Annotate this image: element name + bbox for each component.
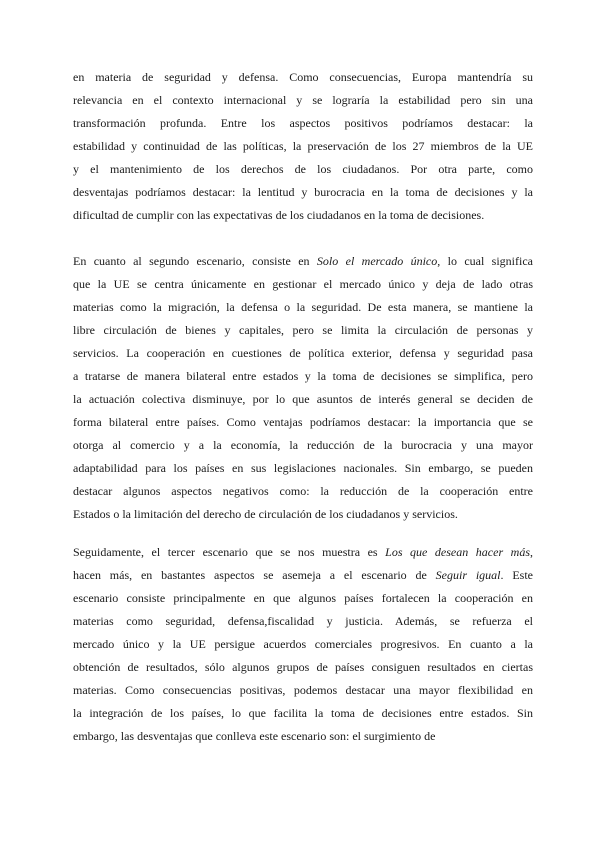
text-line (73, 541, 533, 564)
scenario-title: Los que desean hacer más (385, 545, 530, 559)
text-line: dificultad de cumplir con las expectativas de los ciudadanos en la toma de decisiones. (73, 208, 485, 222)
text-line: adaptabilidad para los países en sus legislaciones nacionales. Sin embargo, se pueden (73, 461, 533, 475)
text-segment: , (530, 545, 533, 559)
text-line: destacar algunos aspectos negativos como: la reducción de la cooperación entre (73, 484, 533, 498)
text-line: materias como la migración, la defensa o la seguridad. De esta manera, se mantiene la (73, 300, 533, 314)
text-line: que la UE se centra únicamente en gestionar el mercado único y deja de lado otras (73, 277, 533, 291)
text-line: a tratarse de manera bilateral entre estados y la toma de decisiones se simplifica, pero (73, 369, 533, 383)
text-line (73, 564, 533, 587)
paragraph-3 (73, 541, 533, 748)
text-line: libre circulación de bienes y capitales, pero se limita la circulación de personas y (73, 323, 533, 337)
paragraph-1 (73, 66, 533, 227)
text-line: mercado único y la UE persigue acuerdos comerciales progresivos. En cuanto a la (73, 637, 533, 651)
text-line (73, 250, 533, 273)
text-line: otorga al comercio y a la economía, la reducción de la burocracia y una mayor (73, 438, 533, 452)
text-line: embargo, las desventajas que conlleva este escenario son: el surgimiento de (73, 729, 436, 743)
text-line: obtención de resultados, sólo algunos grupos de países consiguen resultados en ciertas (73, 660, 533, 674)
text-line: materias como seguridad, defensa,fiscalidad y justicia. Además, se refuerza el (73, 614, 533, 628)
text-line: transformación profunda. Entre los aspectos positivos podríamos destacar: la (73, 116, 533, 130)
text-line: estabilidad y continuidad de las políticas, la preservación de los 27 miembros de la UE (73, 139, 533, 153)
text-line: servicios. La cooperación en cuestiones de política exterior, defensa y seguridad pasa (73, 346, 533, 360)
text-line: y el mantenimiento de los derechos de los ciudadanos. Por otra parte, como (73, 162, 533, 176)
scenario-title: Solo el mercado único (316, 254, 438, 268)
text-segment: hacen más, en bastantes aspectos se asemeja a el escenario de (73, 568, 436, 582)
text-line: forma bilateral entre países. Como ventajas podríamos destacar: la importancia que se (73, 415, 533, 429)
text-line: la integración de los países, lo que facilita la toma de decisiones entre estados. Sin (73, 706, 533, 720)
text-line: en materia de seguridad y defensa. Como consecuencias, Europa mantendría su (73, 70, 533, 84)
text-line: escenario consiste principalmente en que algunos países fortalecen la cooperación en (73, 591, 533, 605)
text-line: materias. Como consecuencias positivas, podemos destacar una mayor flexibilidad en (73, 683, 533, 697)
text-segment: En cuanto al segundo escenario, consiste en (73, 254, 317, 268)
text-line: desventajas podríamos destacar: la lentitud y burocracia en la toma de decisiones y la (73, 185, 533, 199)
text-segment: . Este (500, 568, 534, 582)
text-line: relevancia en el contexto internacional y se lograría la estabilidad pero sin una (73, 93, 533, 107)
scenario-title: Seguir igual (435, 568, 501, 582)
paragraph-2 (73, 250, 533, 526)
text-line: la actuación colectiva disminuye, por lo que asuntos de interés general se deciden de (73, 392, 533, 406)
text-segment: Seguidamente, el tercer escenario que se nos muestra es (73, 545, 386, 559)
text-line: Estados o la limitación del derecho de circulación de los ciudadanos y servicios. (73, 507, 458, 521)
text-segment: , lo cual significa (437, 254, 534, 268)
